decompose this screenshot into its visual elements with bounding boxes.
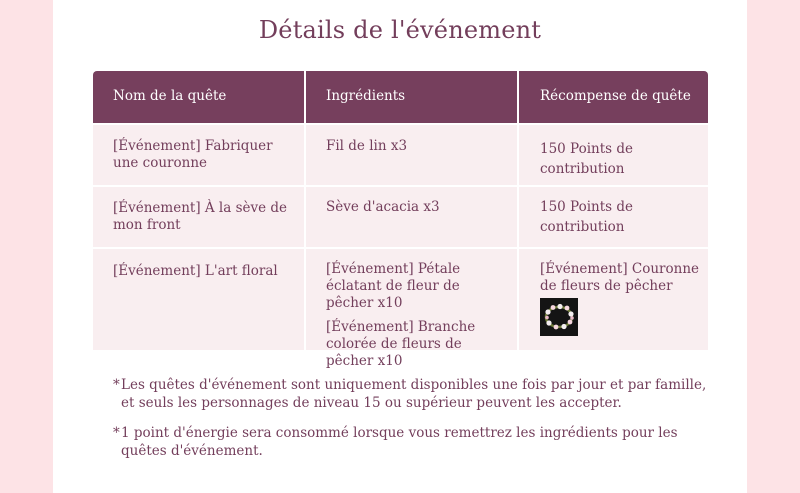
quest-table — [93, 71, 708, 369]
note-marker: * — [113, 377, 120, 393]
ingredients-cell — [306, 249, 517, 369]
note-text: 1 point d'énergie sera consommé lorsque vous remettrez les ingrédients pour les quêtes d'événement. — [121, 425, 678, 459]
quest-name-cell: [Événement] L'art floral — [93, 249, 304, 350]
ingredients-cell — [306, 125, 517, 185]
notes-section — [113, 376, 713, 460]
flower-crown-icon[interactable] — [540, 298, 578, 336]
table-row — [93, 249, 708, 369]
reward-cell — [519, 249, 708, 350]
note-item — [113, 376, 713, 412]
ingredient-item: Fil de lin x3 — [326, 138, 408, 154]
reward-label: [Événement] Couronne de fleurs de pêcher — [540, 261, 700, 294]
table-row — [93, 125, 708, 185]
note-marker: * — [113, 425, 120, 441]
content-panel — [53, 0, 747, 493]
header-ingredients: Ingrédients — [306, 71, 517, 123]
quest-name-cell: [Événement] Fabriquer une couronne — [93, 125, 304, 185]
header-reward: Récompense de quête — [519, 71, 708, 123]
ingredient-item: [Événement] Pétale éclatant de fleur de pêcher x10 — [326, 261, 461, 311]
reward-cell: 150 Points de contribution — [519, 125, 708, 185]
ingredients-cell — [306, 187, 517, 247]
ingredient-item: Sève d'acacia x3 — [326, 199, 440, 215]
header-quest-name: Nom de la quête — [93, 71, 304, 123]
note-item — [113, 424, 713, 460]
ingredient-item: [Événement] Branche colorée de fleurs de pêcher x10 — [326, 319, 476, 369]
quest-name-cell: [Événement] À la sève de mon front — [93, 187, 304, 247]
reward-cell: 150 Points de contribution — [519, 187, 708, 247]
note-text: Les quêtes d'événement sont uniquement disponibles une fois par jour et par famille, et seuls les personnages de niveau 15 ou supérieur peuvent les accepter. — [121, 377, 707, 411]
page-title: Détails de l'événement — [258, 16, 542, 44]
table-row — [93, 187, 708, 247]
table-header-row — [93, 71, 708, 123]
